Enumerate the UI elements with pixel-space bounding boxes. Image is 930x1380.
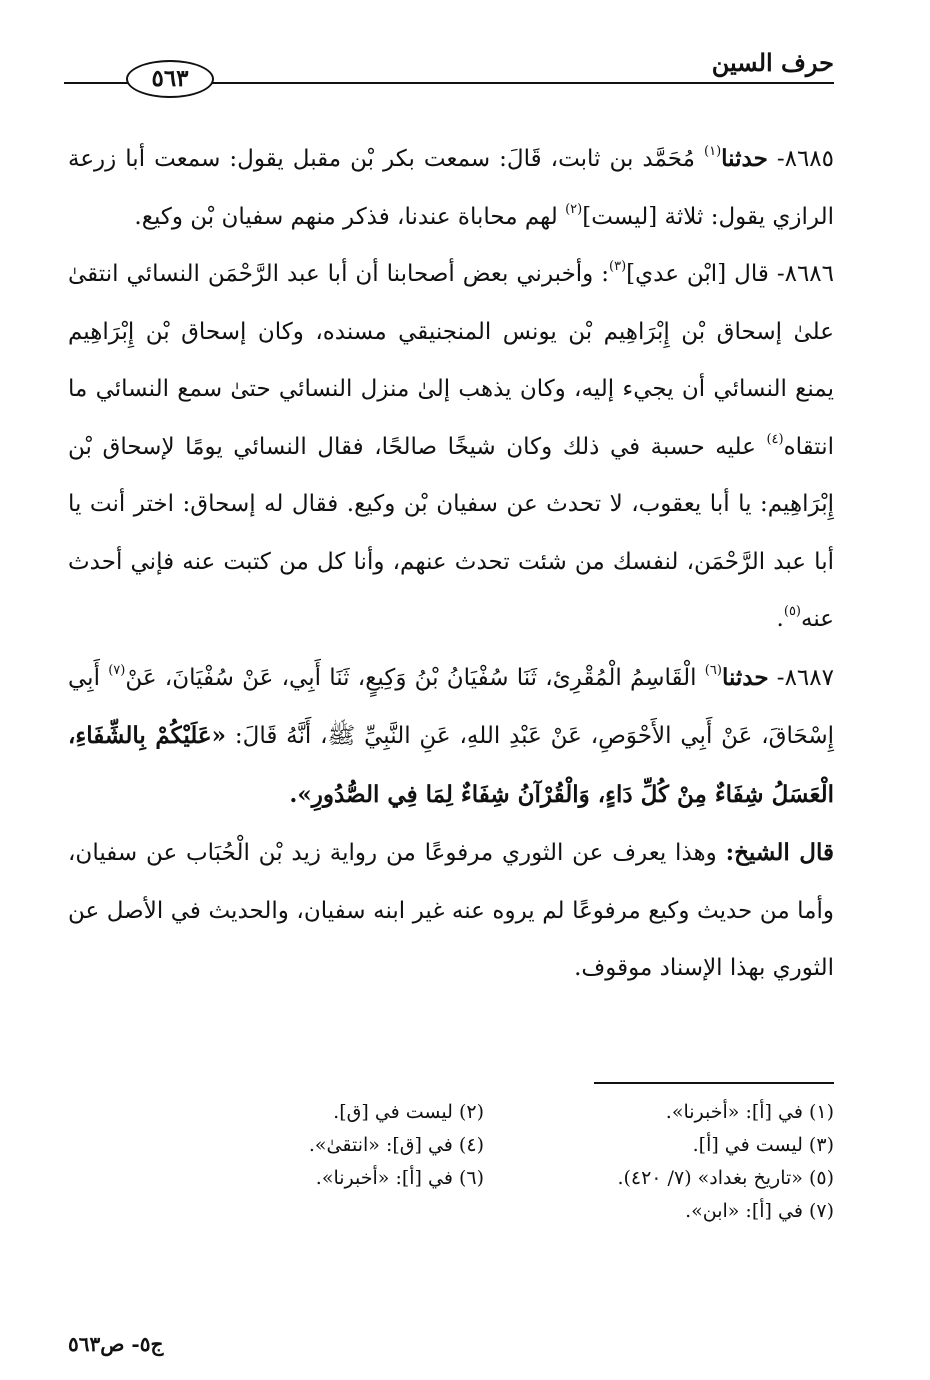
narration-label: حدثنا bbox=[721, 145, 768, 172]
footnote-ref: (٦) bbox=[704, 662, 722, 678]
entry-text: أَبِي إِسْحَاقَ، عَنْ أَبِي الأَحْوَصِ، عَنْ عَبْدِ اللهِ، عَنِ النَّبِيِّ ﷺ، أَنَّهُ قَالَ: bbox=[68, 664, 835, 749]
entry-text: قال [ابْن عدي] bbox=[626, 261, 769, 287]
entry-text: الْقَاسِمُ الْمُقْرِئ، ثَنَا سُفْيَانُ بْنُ وَكِيعٍ، ثَنَا أَبِي، عَنْ سُفْيَانَ، عَنْ bbox=[125, 664, 697, 691]
running-title: حرف السين bbox=[711, 48, 834, 77]
footnote-ref: (٧) bbox=[108, 662, 126, 678]
page-header bbox=[64, 40, 834, 110]
entry-number: ٨٦٨٧- bbox=[776, 664, 834, 691]
volume-page-footer: ج٥- ص٥٦٣ bbox=[68, 1332, 164, 1356]
narration-label: حدثنا bbox=[721, 663, 769, 691]
entry-text: : وأخبرني بعض أصحابنا أن أبا عبد الرَّحْمَن النسائي انتقىٰ علىٰ إسحاق بْن إِبْرَاهِيم بْن يونس المنجنيقي مسنده، وكان إسحاق بْن إِبْرَاهِيم يمنع النسائي أن يجيء إليه، وكان يذهب إلىٰ منزل النسائي حتىٰ سمع النسائي ما انتقاه bbox=[68, 261, 835, 460]
entry-text: وهذا يعرف عن الثوري مرفوعًا من رواية زيد بْن الْحُبَاب عن سفيان، وأما من حديث وكيع مرفوعًا لم يروه عنه غير ابنه سفيان، والحديث في الأصل عن الثوري بهذا الإسناد موقوف. bbox=[68, 840, 834, 981]
footnote-6: (٦) في [أ]: «أخبرنا». bbox=[315, 1167, 484, 1189]
footnote-2: (٢) ليست في [ق]. bbox=[333, 1101, 484, 1123]
hadith-text: «عَلَيْكُمْ بِالشِّفَاءِ، الْعَسَلُ شِفَاءٌ مِنْ كُلِّ دَاءٍ، وَالْقُرْآنُ شِفَاءٌ لِمَا فِي الصُّدُورِ». bbox=[68, 722, 834, 808]
footnote-row bbox=[134, 1129, 834, 1162]
entry-text: لهم محاباة عندنا، فذكر منهم سفيان بْن وكيع. bbox=[134, 203, 558, 230]
footnote-ref: (٤) bbox=[766, 431, 784, 447]
entry-text: . bbox=[776, 606, 784, 632]
footnote-1: (١) في [أ]: «أخبرنا». bbox=[665, 1101, 834, 1123]
footnote-ref: (٥) bbox=[783, 604, 801, 620]
entry-8687 bbox=[68, 649, 834, 825]
footnote-ref: (٣) bbox=[609, 259, 627, 275]
footnote-7: (٧) في [أ]: «ابن». bbox=[685, 1200, 834, 1222]
footnote-empty bbox=[134, 1195, 484, 1228]
entry-8685 bbox=[68, 130, 834, 246]
entry-text: مُحَمَّد بن ثابت، قَالَ: سمعت بكر بْن مقبل يقول: سمعت أبا زرعة الرازي يقول: ثلاثة [ليست] bbox=[68, 146, 834, 230]
footnote-ref: (١) bbox=[704, 144, 722, 160]
footnote-3: (٣) ليست في [أ]. bbox=[692, 1134, 834, 1156]
footnote-5: (٥) «تاريخ بغداد» (٧/ ٤٢٠). bbox=[617, 1167, 834, 1189]
sheikh-comment bbox=[68, 824, 834, 998]
footnote-row bbox=[134, 1162, 834, 1195]
main-text bbox=[68, 130, 834, 998]
footnote-row bbox=[134, 1096, 834, 1129]
page-number-oval: ٥٦٣ bbox=[126, 60, 214, 98]
entry-8686 bbox=[68, 246, 834, 649]
footnote-rule bbox=[594, 1082, 834, 1084]
entry-number: ٨٦٨٥- bbox=[776, 146, 835, 172]
footnotes bbox=[134, 1096, 834, 1228]
footnote-ref: (٢) bbox=[565, 201, 583, 217]
comment-label: قال الشيخ: bbox=[725, 839, 835, 866]
footnote-row bbox=[134, 1195, 834, 1228]
entry-text: عليه حسبة في ذلك وكان شيخًا صالحًا، فقال النسائي يومًا لإسحاق بْن إِبْرَاهِيم: يا أبا يعقوب، لا تحدث عن سفيان بْن وكيع. فقال له إسحاق: اختر أنت يا أبا عبد الرَّحْمَن، لنفسك من شئت تحدث عنهم، وأنا كل من كتبت عنه فإني أحدث عنه bbox=[68, 433, 834, 632]
footnote-4: (٤) في [ق]: «انتقىٰ». bbox=[308, 1134, 484, 1156]
entry-number: ٨٦٨٦- bbox=[776, 261, 835, 287]
